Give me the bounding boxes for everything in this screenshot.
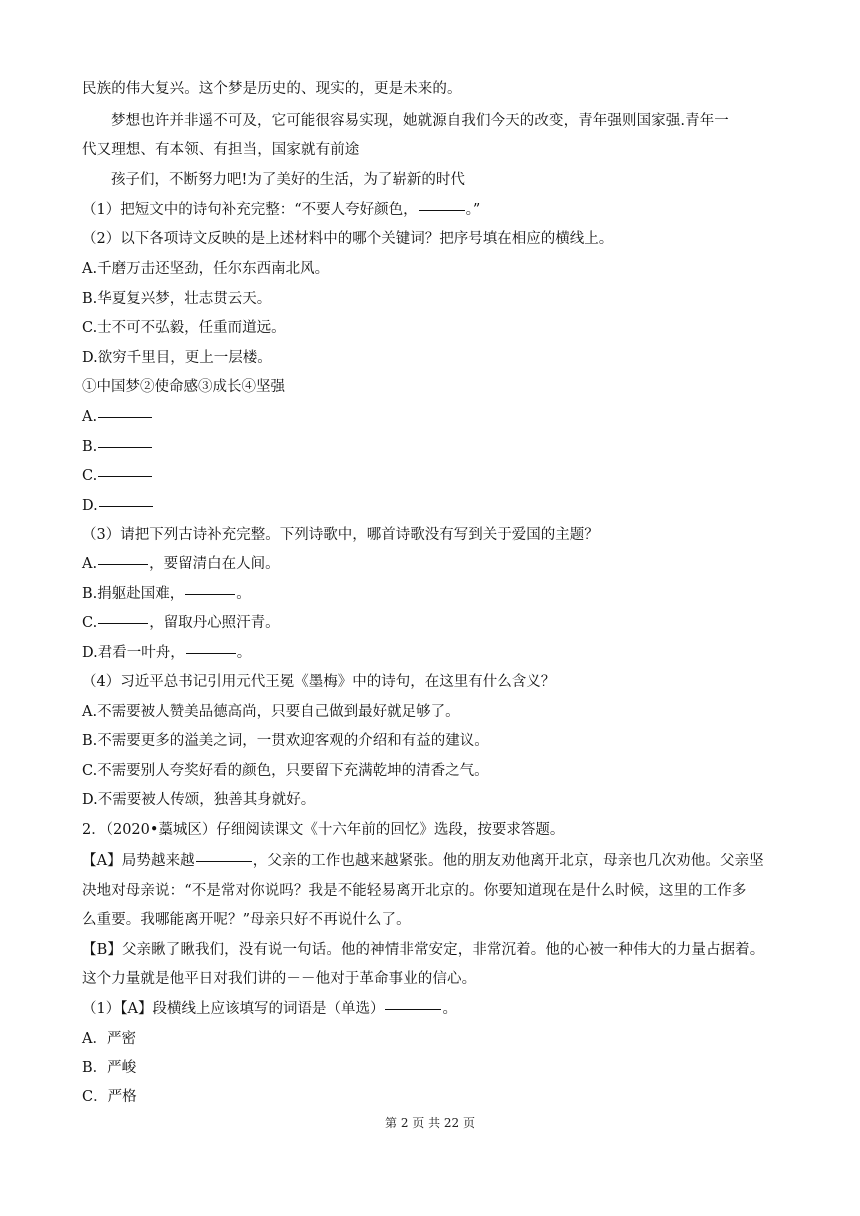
option-line [82, 289, 271, 309]
passage-text: 决地对母亲说：“不是常对你说吗？我是不能轻易离开北京的。你要知道现在是什么时候，这里的工作多 [82, 883, 747, 899]
option-text: B．严峻 [82, 1060, 137, 1076]
poem-suffix: ，要留清白在人间。 [149, 556, 280, 572]
question-line [82, 525, 599, 545]
poem-line [82, 613, 280, 633]
option-text: C.不需要别人夸奖好看的颜色，只要留下充满乾坤的清香之气。 [82, 763, 489, 779]
poem-suffix: ，留取丹心照汗青。 [149, 615, 280, 631]
passage-suffix: ，父亲的工作也越来越紧张。他的朋友劝他离开北京，母亲也几次劝他。父亲坚 [252, 853, 764, 869]
option-line [82, 318, 286, 338]
paragraph-line [82, 140, 359, 160]
question-line [82, 229, 613, 249]
option-text: A.不需要被人赞美品德高尚，只要自己做到最好就足够了。 [82, 704, 460, 720]
question-text: （1）【A】段横线上应该填写的词语是（单选） [82, 1001, 385, 1017]
option-line [82, 1029, 136, 1049]
answer-line [82, 496, 154, 516]
question-line [82, 820, 564, 840]
answer-label: B. [82, 439, 98, 455]
option-text: A．严密 [82, 1031, 136, 1047]
answer-blank [186, 653, 236, 654]
answer-label: C. [82, 468, 98, 484]
question-line [82, 999, 457, 1019]
option-line [82, 731, 489, 751]
poem-prefix: A. [82, 556, 98, 572]
option-line [82, 702, 460, 722]
option-text: D.欲穷千里目，更上一层楼。 [82, 350, 272, 366]
passage-line [82, 969, 476, 989]
passage-line [82, 881, 747, 901]
poem-suffix: 。 [236, 645, 252, 661]
option-text: C.士不可不弘毅，任重而道远。 [82, 320, 286, 336]
option-line [82, 1087, 137, 1107]
question-line [82, 200, 480, 220]
answer-blank [98, 564, 148, 565]
answer-blank [98, 447, 152, 448]
question-text: （4）习近平总书记引用元代王冕《墨梅》中的诗句，在这里有什么含义？ [82, 674, 556, 690]
paragraph-line [82, 79, 462, 99]
option-line [82, 259, 329, 279]
answer-line [82, 437, 153, 457]
passage-text: 么重要。我哪能离开呢？”母亲只好不再说什么了。 [82, 912, 411, 928]
text-line: 梦想也许并非遥不可及，它可能很容易实现，她就源自我们今天的改变，青年强则国家强.青年一 [111, 113, 729, 129]
passage-line [82, 910, 411, 930]
answer-blank [98, 476, 152, 477]
question-text: 2．（2020•藁城区）仔细阅读课文《十六年前的回忆》选段，按要求答题。 [82, 822, 565, 838]
keyword-line [82, 377, 285, 397]
text-line: 代又理想、有本领、有担当，国家就有前途 [82, 142, 360, 158]
answer-line [82, 407, 153, 427]
keyword-text: ①中国梦②使命感③成长④坚强 [82, 379, 285, 395]
answer-blank [385, 1009, 441, 1010]
answer-blank [419, 210, 465, 211]
answer-blank [196, 861, 252, 862]
option-text: B.不需要更多的溢美之词，一贯欢迎客观的介绍和有益的建议。 [82, 733, 489, 749]
answer-blank [99, 506, 153, 507]
passage-prefix: 【A】局势越来越 [82, 853, 195, 869]
question-suffix: 。 [442, 1001, 457, 1017]
passage-text: 【B】父亲瞅了瞅我们，没有说一句话。他的神情非常安定，非常沉着。他的心被一种伟大的力量占据着。 [82, 942, 765, 958]
answer-blank [98, 417, 152, 418]
option-text: A.千磨万击还坚劲，任尔东西南北风。 [82, 261, 330, 277]
option-text: C．严格 [82, 1089, 137, 1105]
paragraph-line [111, 170, 465, 190]
answer-blank [98, 623, 148, 624]
paragraph-line [111, 111, 729, 131]
answer-line [82, 466, 153, 486]
page-footer [0, 1114, 860, 1132]
question-text: （3）请把下列古诗补充完整。下列诗歌中，哪首诗歌没有写到关于爱国的主题？ [82, 527, 599, 543]
passage-text: 这个力量就是他平日对我们讲的－－他对于革命事业的信心。 [82, 971, 477, 987]
option-line [82, 348, 272, 368]
question-text: （2）以下各项诗文反映的是上述材料中的哪个关键词？把序号填在相应的横线上。 [82, 231, 614, 247]
poem-prefix: B.捐躯赴国难， [82, 586, 185, 602]
page-number: 第 2 页 共 22 页 [385, 1116, 475, 1130]
answer-label: A. [82, 409, 98, 425]
text-line: 民族的伟大复兴。这个梦是历史的、现实的，更是未来的。 [82, 81, 462, 97]
question-text: （1）把短文中的诗句补充完整：“不要人夸好颜色， [82, 202, 418, 218]
answer-label: D. [82, 498, 98, 514]
option-line [82, 761, 489, 781]
answer-blank [185, 594, 235, 595]
question-suffix: 。” [465, 202, 481, 218]
option-line [82, 1058, 136, 1078]
option-text: B.华夏复兴梦，壮志贯云天。 [82, 291, 272, 307]
poem-line [82, 584, 251, 604]
poem-prefix: C. [82, 615, 98, 631]
passage-line [82, 940, 764, 960]
poem-line [82, 554, 280, 574]
option-line [82, 790, 315, 810]
text-line: 孩子们，不断努力吧!为了美好的生活，为了崭新的时代 [111, 172, 465, 188]
option-text: D.不需要被人传颂，独善其身就好。 [82, 792, 316, 808]
poem-line [82, 643, 251, 663]
passage-line [82, 851, 764, 871]
question-line [82, 672, 555, 692]
poem-suffix: 。 [236, 586, 251, 602]
poem-prefix: D.君看一叶舟， [82, 645, 185, 661]
